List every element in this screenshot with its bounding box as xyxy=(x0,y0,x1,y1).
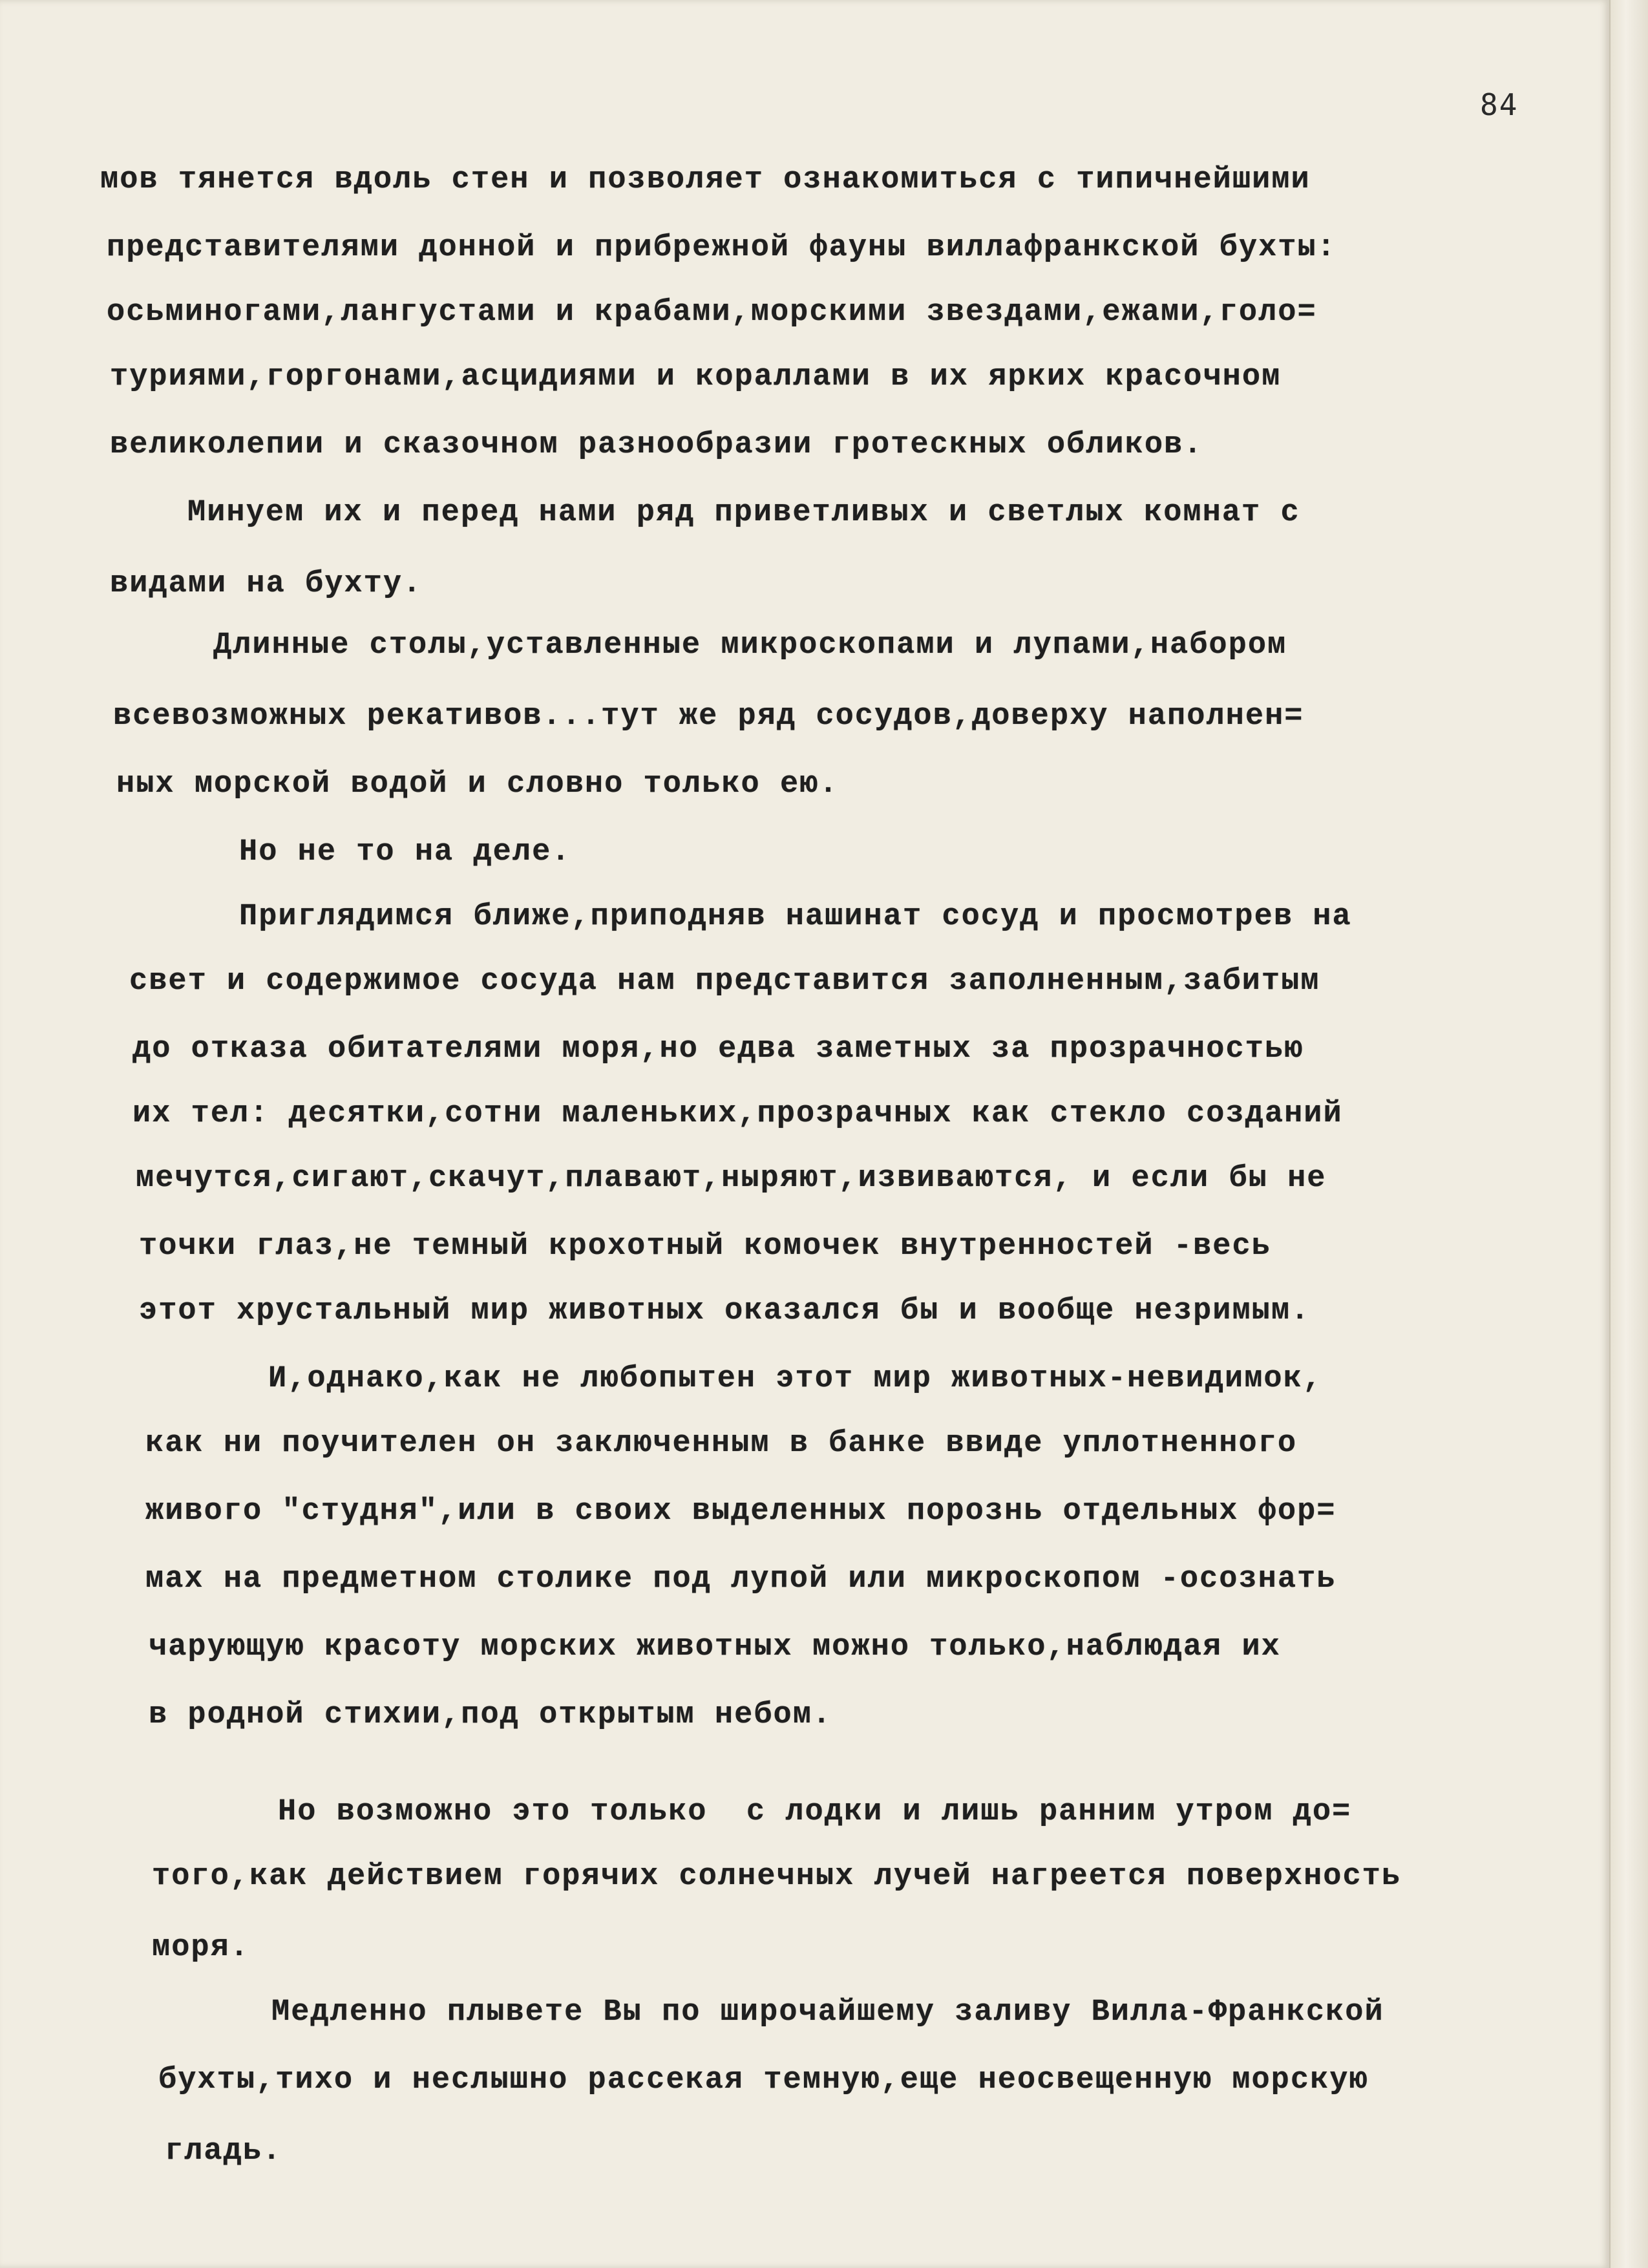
text-line: осьминогами,лангустами и крабами,морскими звездами,ежами,голо= xyxy=(107,295,1317,330)
text-line: Но возможно это только с лодки и лишь ранним утром до= xyxy=(278,1795,1352,1829)
page-number: 84 xyxy=(1480,87,1519,122)
text-line: представителями донной и прибрежной фауны виллафранкской бухты: xyxy=(107,231,1336,265)
text-line: точки глаз,не темный крохотный комочек внутренностей -весь xyxy=(139,1229,1271,1264)
text-line: чарующую красоту морских животных можно только,наблюдая их xyxy=(149,1630,1281,1664)
text-line: мах на предметном столике под лупой или микроскопом -осознать xyxy=(145,1562,1336,1596)
text-line: мов тянется вдоль стен и позволяет ознакомиться с типичнейшими xyxy=(100,163,1311,197)
text-line: того,как действием горячих солнечных лучей нагреется поверхность xyxy=(152,1860,1402,1894)
text-line: этот хрустальный мир животных оказался бы и вообще незримым. xyxy=(139,1294,1311,1328)
text-line: бухты,тихо и неслышно рассекая темную,еще неосвещенную морскую xyxy=(158,2063,1369,2097)
text-line: мечутся,сигают,скачут,плавают,ныряют,извиваются, и если бы не xyxy=(136,1161,1327,1196)
text-line: свет и содержимое сосуда нам представится заполненным,забитым xyxy=(129,964,1320,999)
text-line: Приглядимся ближе,приподняв нашинат сосуд и просмотрев на xyxy=(239,900,1352,934)
text-line: туриями,горгонами,асцидиями и кораллами в их ярких красочном xyxy=(110,360,1282,394)
text-line: их тел: десятки,сотни маленьких,прозрачных как стекло созданий xyxy=(132,1097,1343,1131)
text-line: Медленно плывете Вы по широчайшему заливу Вилла-Франкской xyxy=(271,1995,1384,2030)
text-line: как ни поучителен он заключенным в банке ввиде уплотненного xyxy=(145,1426,1298,1461)
text-line: гладь. xyxy=(165,2134,282,2168)
text-line: И,однако,как не любопытен этот мир животных-невидимок, xyxy=(268,1362,1323,1396)
text-line: до отказа обитателями моря,но едва заметных за прозрачностью xyxy=(132,1032,1304,1066)
text-line: Минуем их и перед нами ряд приветливых и светлых комнат с xyxy=(187,496,1300,530)
text-line: Длинные столы,уставленные микроскопами и лупами,набором xyxy=(213,628,1287,662)
text-line: живого "студня",или в своих выделенных порознь отдельных фор= xyxy=(145,1494,1336,1529)
text-line: Но не то на деле. xyxy=(239,835,571,869)
text-line: в родной стихии,под открытым небом. xyxy=(149,1698,832,1732)
text-line: великолепии и сказочном разнообразии гротескных обликов. xyxy=(110,428,1203,462)
text-line: моря. xyxy=(152,1931,250,1965)
text-line: всевозможных рекативов...тут же ряд сосудов,доверху наполнен= xyxy=(113,699,1304,734)
text-line: видами на бухту. xyxy=(110,567,423,601)
text-line: ных морской водой и словно только ею. xyxy=(116,767,839,801)
